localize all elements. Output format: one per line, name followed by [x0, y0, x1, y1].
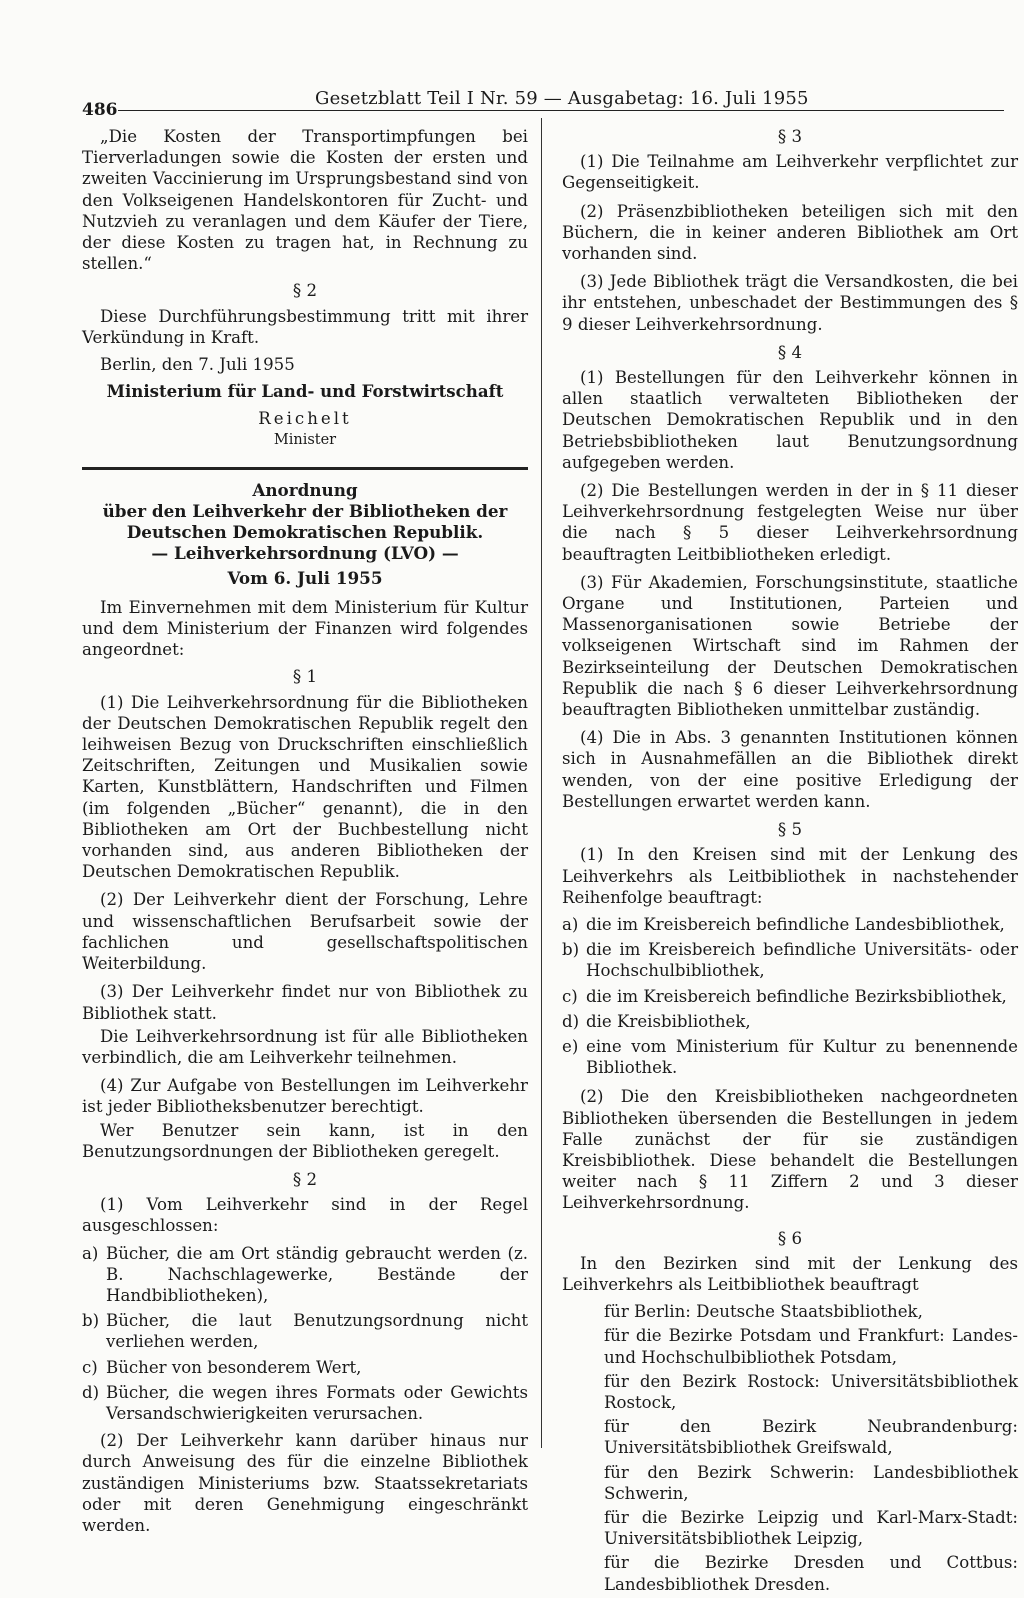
right-column	[562, 126, 1018, 1598]
section-heading: § 3	[777, 127, 803, 146]
library-assignment: für den Bezirk Rostock: Universitätsbibliothek Rostock,	[604, 1371, 1018, 1412]
list-item	[562, 1036, 1018, 1078]
section-rule	[82, 467, 528, 470]
paragraph: (1) Vom Leihverkehr sind in der Regel ausgeschlossen:	[82, 1195, 528, 1236]
paragraph: (2) Präsenzbibliotheken beteiligen sich mit den Büchern, die in keiner anderen Bibliothek am Ort vorhanden sind.	[562, 201, 1018, 264]
library-assignment: für die Bezirke Leipzig und Karl-Marx-Stadt: Universitätsbibliothek Leipzig,	[604, 1507, 1018, 1549]
signer-title: Minister	[273, 431, 337, 448]
paragraph: (1) In den Kreisen sind mit der Lenkung des Leihverkehrs als Leitbibliothek in nachstehender Reihenfolge beauftragt:	[562, 845, 1018, 907]
title-line: über den Leihverkehr der Bibliotheken der	[102, 500, 508, 521]
list-text: eine vom Ministerium für Kultur zu benennende Bibliothek.	[586, 1036, 1018, 1078]
list-text: die im Kreisbereich befindliche Universitäts- oder Hochschulbibliothek,	[586, 940, 1018, 981]
paragraph: (2) Die Bestellungen werden in der in § 11 dieser Leihverkehrsordnung festgelegten Weise nur über die nach § 5 dieser Leihverkehrsordnung beauftragten Leitbibliotheken erledigt.	[562, 481, 1018, 564]
paragraph: (3) Jede Bibliothek trägt die Versandkosten, die bei ihr entstehen, unbeschadet der Bestimmungen des § 9 dieser Leihverkehrsordnung.	[562, 272, 1018, 334]
header-rule	[118, 110, 1004, 111]
library-assignment: für den Bezirk Schwerin: Landesbibliothek Schwerin,	[604, 1462, 1018, 1503]
title-line: Deutschen Demokratischen Republik.	[126, 521, 484, 542]
library-assignment: für Berlin: Deutsche Staatsbibliothek,	[604, 1302, 923, 1322]
list-marker: d)	[82, 1382, 100, 1402]
signer-name: Reichelt	[258, 409, 352, 429]
list-text: Bücher, die laut Benutzungsordnung nicht verliehen werden,	[106, 1311, 528, 1352]
list-item	[562, 1011, 1018, 1032]
paragraph: (3) Der Leihverkehr findet nur von Bibliothek zu Bibliothek statt.	[82, 982, 528, 1023]
gazette-header: Gesetzblatt Teil I Nr. 59 — Ausgabetag: 16. Juli 1955	[315, 88, 809, 109]
paragraph: (1) Die Leihverkehrsordnung für die Bibliotheken der Deutschen Demokratischen Republik regelt den leihweisen Bezug von Druckschriften einschließlich Zeitschriften, Zeitungen und Musikalien sowie Karten, Kunstblättern, Handschriften und Filmen (im folgenden „Bücher“ genannt), die in den Bibliotheken am Ort der Buchbestellung nicht vorhanden sind, aus anderen Bibliotheken der Deutschen Demokratischen Republik.	[82, 692, 528, 882]
list-item	[82, 1382, 528, 1424]
quoted-regulation: „Die Kosten der Transportimpfungen bei Tierverladungen sowie die Kosten der ersten und zweiten Vaccinierung im Ursprungsbestand sind von den Volkseigenen Handelskontoren für Zucht- und Nutzvieh zu veranlagen und dem Käufer der Tiere, der diese Kosten zu tragen hat, in Rechnung zu stellen.“	[82, 127, 528, 274]
section-heading: § 6	[777, 1228, 803, 1248]
paragraph: (4) Zur Aufgabe von Bestellungen im Leihverkehr ist jeder Bibliotheksbenutzer berechtigt.	[82, 1076, 528, 1117]
list-item	[82, 1357, 528, 1378]
list-text: die im Kreisbereich befindliche Landesbibliothek,	[586, 914, 1005, 934]
library-assignment: für die Bezirke Potsdam und Frankfurt: Landes- und Hochschulbibliothek Potsdam,	[604, 1326, 1018, 1367]
paragraph: In den Bezirken sind mit der Lenkung des Leihverkehrs als Leitbibliothek beauftragt	[562, 1253, 1018, 1294]
list-text: Bücher, die am Ort ständig gebraucht werden (z. B. Nachschlagewerke, Bestände der Handbibliotheken),	[106, 1243, 528, 1305]
left-column	[82, 126, 528, 1542]
library-assignment: für die Bezirke Dresden und Cottbus: Landesbibliothek Dresden.	[604, 1553, 1018, 1594]
column-divider	[541, 118, 542, 1448]
list-item	[562, 986, 1018, 1007]
paragraph: (2) Die den Kreisbibliotheken nachgeordneten Bibliotheken übersenden die Bestellungen in jedem Falle zunächst der für sie zuständigen Kreisbibliothek. Diese behandelt die Bestellungen weiter nach § 11 Ziffern 2 und 3 dieser Leihverkehrsordnung.	[562, 1087, 1018, 1213]
list-marker: c)	[82, 1357, 98, 1377]
paragraph: (3) Für Akademien, Forschungsinstitute, staatliche Organe und Institutionen, Parteien und Massenorganisationen sowie Betriebe der volkseigenen Wirtschaft sind im Rahmen der Bezirkseinteilung der Deutschen Demokratischen Republik die nach § 6 dieser Leihverkehrsordnung beauftragten Bibliotheken unmittelbar zuständig.	[562, 572, 1018, 720]
title-line: Anordnung	[252, 479, 358, 500]
list-marker: a)	[562, 914, 579, 934]
section-heading: § 4	[777, 342, 803, 362]
list-marker: e)	[562, 1036, 579, 1056]
ministry-name: Ministerium für Land- und Forstwirtschaft	[106, 381, 504, 402]
place-date: Berlin, den 7. Juli 1955	[100, 355, 295, 375]
title-date: Vom 6. Juli 1955	[227, 567, 383, 588]
list-marker: b)	[562, 940, 580, 960]
paragraph: Diese Durchführungsbestimmung tritt mit ihrer Verkündung in Kraft.	[82, 306, 528, 347]
list-marker: b)	[82, 1311, 100, 1331]
document-title	[82, 480, 528, 589]
list-item	[562, 939, 1018, 981]
library-assignment: für den Bezirk Neubrandenburg: Universitätsbibliothek Greifswald,	[604, 1417, 1018, 1458]
preamble: Im Einvernehmen mit dem Ministerium für Kultur und dem Ministerium der Finanzen wird folgendes angeordnet:	[82, 597, 528, 660]
list-text: die im Kreisbereich befindliche Bezirksbibliothek,	[586, 986, 1007, 1006]
page-number: 486	[82, 100, 118, 120]
paragraph: (4) Die in Abs. 3 genannten Institutionen können sich in Ausnahmefällen an die Bibliothek direkt wenden, von der eine positive Erledigung der Bestellungen erwartet werden kann.	[562, 728, 1018, 811]
section-heading: § 1	[292, 667, 318, 687]
list-marker: a)	[82, 1243, 99, 1263]
list-text: die Kreisbibliothek,	[586, 1011, 751, 1031]
list-item	[82, 1243, 528, 1307]
paragraph: Die Leihverkehrsordnung ist für alle Bibliotheken verbindlich, die am Leihverkehr teilnehmen.	[82, 1026, 528, 1067]
section-heading: § 2	[292, 281, 318, 301]
paragraph: (2) Der Leihverkehr kann darüber hinaus nur durch Anweisung des für die einzelne Bibliothek zuständigen Ministeriums bzw. Staatssekretariats oder mit deren Genehmigung eingeschränkt werden.	[82, 1431, 528, 1535]
paragraph: (2) Der Leihverkehr dient der Forschung, Lehre und wissenschaftlichen Berufsarbeit sowie der fachlichen und gesellschaftspolitischen Weiterbildung.	[82, 890, 528, 974]
list-marker: d)	[562, 1011, 580, 1031]
list-text: Bücher, die wegen ihres Formats oder Gewichts Versandschwierigkeiten verursachen.	[106, 1382, 528, 1423]
list-item	[562, 914, 1018, 935]
list-item	[82, 1310, 528, 1352]
title-line: — Leihverkehrsordnung (LVO) —	[151, 542, 459, 563]
paragraph: (1) Die Teilnahme am Leihverkehr verpflichtet zur Gegenseitigkeit.	[562, 152, 1018, 193]
section-heading: § 5	[777, 820, 803, 840]
paragraph: Wer Benutzer sein kann, ist in den Benutzungsordnungen der Bibliotheken geregelt.	[82, 1120, 528, 1161]
paragraph: (1) Bestellungen für den Leihverkehr können in allen staatlich verwalteten Bibliotheken der Deutschen Demokratischen Republik und in den Betriebsbibliotheken laut Benutzungsordnung aufgegeben werden.	[562, 368, 1018, 472]
list-marker: c)	[562, 986, 578, 1006]
list-text: Bücher von besonderem Wert,	[106, 1357, 362, 1377]
section-heading: § 2	[292, 1169, 318, 1189]
